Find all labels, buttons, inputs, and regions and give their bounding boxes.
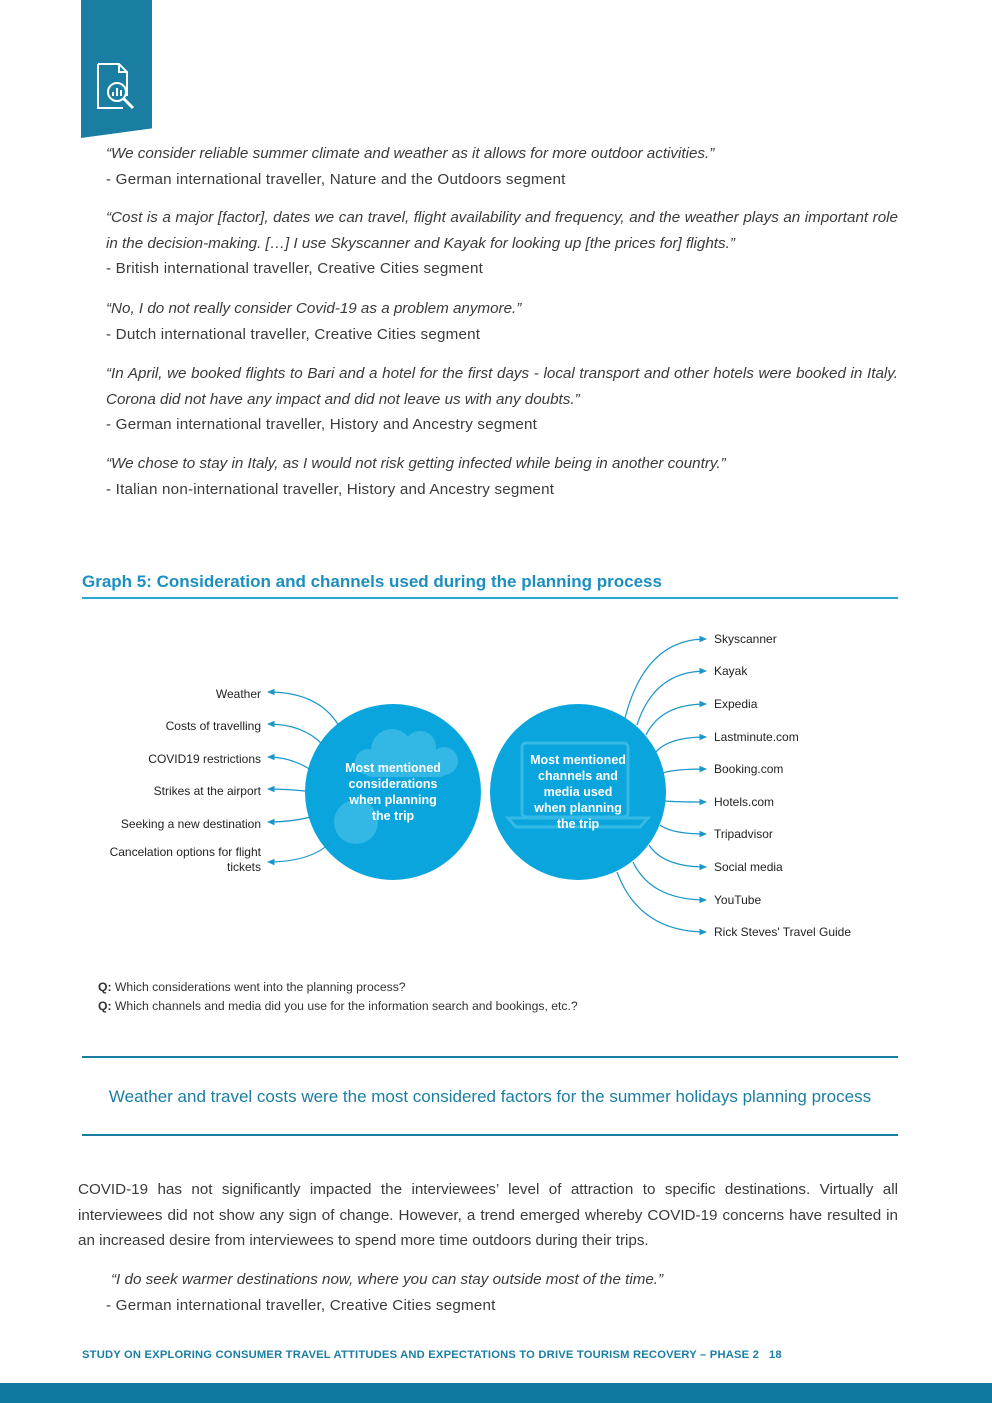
consideration-label-line: Costs of travelling	[165, 719, 261, 733]
question-label: Q:	[98, 980, 112, 994]
question-2	[98, 997, 578, 1016]
quote-source: - British international traveller, Creative Cities segment	[106, 260, 484, 277]
consideration-arrow	[268, 724, 323, 745]
consideration-label	[148, 752, 261, 766]
channel-label: Booking.com	[714, 762, 784, 776]
key-finding-callout	[82, 1056, 898, 1136]
channel-arrow	[617, 872, 706, 932]
header-tab	[81, 0, 152, 138]
circle-label-line: the trip	[556, 817, 600, 831]
channel-arrow	[665, 801, 706, 802]
circle-label-line: Most mentioned	[530, 753, 626, 767]
page-number: 18	[769, 1349, 782, 1361]
quote-text: “I do seek warmer destinations now, where you can stay outside most of the time.”	[111, 1271, 664, 1288]
circle-label-line: channels and	[538, 769, 618, 783]
consideration-label	[110, 845, 262, 874]
quote-block	[106, 361, 898, 438]
question-text: Which channels and media did you use for the information search and bookings, etc.?	[111, 999, 578, 1013]
consideration-label-line: Weather	[215, 687, 261, 701]
quote-text: “No, I do not really consider Covid-19 as a problem anymore.”	[106, 300, 522, 317]
quote-block	[106, 451, 898, 502]
consideration-arrow	[268, 817, 311, 822]
consideration-label	[166, 719, 261, 733]
quote-source: - German international traveller, Nature and the Outdoors segment	[106, 170, 566, 188]
channel-label: Skyscanner	[714, 632, 777, 646]
circle-label-line: considerations	[348, 777, 438, 791]
quote-block	[106, 141, 898, 192]
report-analysis-icon	[95, 62, 139, 112]
quote-source: - German international traveller, History and Ancestry segment	[106, 416, 538, 433]
footer-title: STUDY ON EXPLORING CONSUMER TRAVEL ATTITUDES AND EXPECTATIONS TO DRIVE TOURISM RECOVERY – PHASE 2	[82, 1349, 760, 1361]
channel-label: YouTube	[714, 893, 762, 907]
circle-label-line: when planning	[534, 801, 622, 815]
consideration-label-line: COVID19 restrictions	[148, 752, 261, 766]
channel-arrow	[663, 769, 706, 773]
channel-label: Social media	[714, 860, 783, 874]
channel-label: Rick Steves' Travel Guide	[714, 925, 852, 939]
channel-label: Expedia	[714, 697, 758, 711]
bottom-bar	[0, 1383, 992, 1403]
consideration-label	[154, 784, 262, 798]
channel-arrow	[637, 671, 706, 725]
planning-diagram	[0, 615, 992, 955]
circle-label-line: when planning	[349, 793, 437, 807]
consideration-arrow	[268, 692, 339, 726]
circle-label-line: media used	[543, 785, 613, 799]
consideration-label-line: Strikes at the airport	[153, 784, 261, 798]
channel-arrow	[660, 825, 706, 834]
channel-label: Tripadvisor	[714, 827, 773, 841]
quote-source: - German international traveller, Creative Cities segment	[106, 1296, 496, 1314]
quote-block	[106, 296, 898, 347]
channel-label: Hotels.com	[714, 795, 775, 809]
quote-source: - Dutch international traveller, Creative Cities segment	[106, 325, 481, 343]
consideration-label	[121, 817, 261, 831]
consideration-arrow	[268, 757, 311, 770]
consideration-label-line: Cancelation options for flight	[109, 845, 261, 859]
graph-title: Graph 5: Consideration and channels used during the planning process	[82, 570, 898, 599]
quote-text: “We chose to stay in Italy, as I would not risk getting infected while being in another country.”	[106, 455, 726, 472]
consideration-label-line: Seeking a new destination	[120, 817, 261, 831]
consideration-label-line: tickets	[226, 860, 261, 874]
quote-text: “We consider reliable summer climate and weather as it allows for more outdoor activities.”	[106, 145, 715, 162]
channel-arrow	[655, 737, 706, 753]
circle-label-line: the trip	[371, 809, 415, 823]
question-text: Which considerations went into the planning process?	[111, 980, 406, 994]
footer	[82, 1349, 782, 1361]
consideration-arrow	[268, 789, 305, 791]
channel-arrow	[649, 845, 706, 867]
quote-source: - Italian non-international traveller, History and Ancestry segment	[106, 480, 555, 498]
consideration-arrow	[268, 843, 330, 862]
channel-label: Kayak	[714, 664, 748, 678]
question-1	[98, 978, 406, 997]
channel-arrow	[633, 862, 706, 900]
quote-text: “Cost is a major [factor], dates we can travel, flight availability and frequency, and the weather plays an important role in the decision-making. […] I use Skyscanner and Kayak for looking up [the prices for] flights.”	[106, 209, 898, 252]
quote-block	[106, 205, 898, 282]
channel-label: Lastminute.com	[714, 730, 799, 744]
consideration-label	[216, 687, 261, 701]
channel-arrow	[625, 639, 706, 718]
circle-label-line: Most mentioned	[345, 761, 441, 775]
quote-block	[106, 1267, 898, 1318]
quote-text: “In April, we booked flights to Bari and a hotel for the first days - local transport and other hotels were booked in Italy. Corona did not have any impact and did not leave us with any doubts.”	[106, 365, 898, 408]
question-label: Q:	[98, 999, 112, 1013]
body-paragraph: COVID-19 has not significantly impacted the interviewees’ level of attraction to specific destinations. Virtually all interviewees did not show any sign of change. However, a trend emerged whereby COVID-19 concerns have resulted in an increased desire from interviewees to spend more time outdoors during their trips.	[78, 1181, 898, 1249]
callout-text: Weather and travel costs were the most considered factors for the summer holidays planning process	[108, 1086, 872, 1106]
channel-arrow	[646, 704, 706, 735]
